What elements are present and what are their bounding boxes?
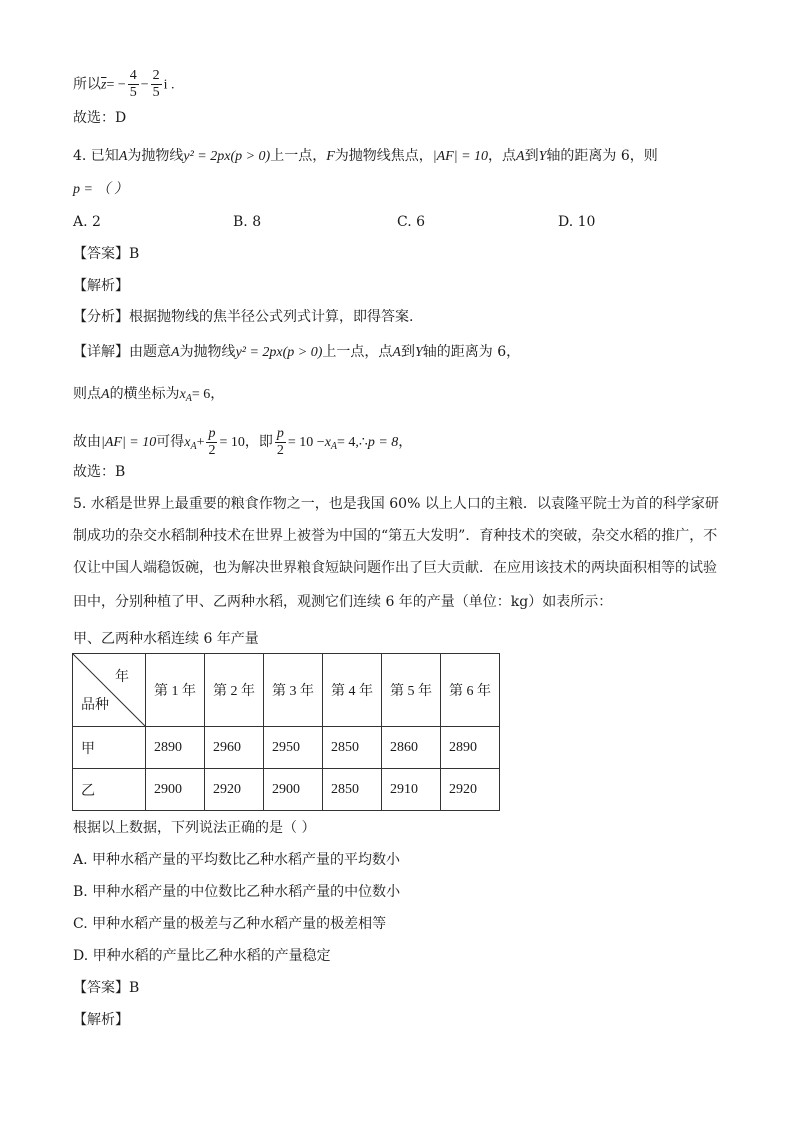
table-cell: 2850 bbox=[323, 727, 382, 769]
yield-table bbox=[72, 653, 500, 811]
var-x: x bbox=[324, 435, 331, 450]
table-cell: 2920 bbox=[205, 769, 264, 811]
table-cell: 2890 bbox=[146, 727, 205, 769]
parabola-equation: y² = 2px(p > 0) bbox=[235, 345, 323, 360]
text: 为抛物线焦点， bbox=[334, 148, 433, 164]
column-header: 第 2 年 bbox=[205, 654, 264, 727]
table-header-row bbox=[73, 654, 500, 727]
denominator: 5 bbox=[152, 85, 160, 100]
text: 所以 bbox=[73, 76, 101, 93]
var-x: x bbox=[184, 435, 191, 450]
table-cell: 2950 bbox=[264, 727, 323, 769]
table-title: 甲、乙两种水稻连续 6 年产量 bbox=[73, 631, 259, 647]
fraction bbox=[128, 68, 139, 101]
var-Y: Y bbox=[414, 345, 423, 360]
subscript: A bbox=[185, 393, 192, 404]
table-corner-cell bbox=[73, 654, 146, 727]
table-row bbox=[73, 769, 500, 811]
text: 故由 bbox=[73, 434, 101, 450]
table-cell: 2960 bbox=[205, 727, 264, 769]
table-cell: 2920 bbox=[441, 769, 500, 811]
fraction bbox=[151, 68, 162, 101]
text: − bbox=[140, 77, 149, 93]
text: = 10 bbox=[219, 435, 245, 450]
text: 上一点， bbox=[270, 148, 327, 164]
option-b[interactable]: B. 8 bbox=[233, 214, 262, 230]
corner-label-variety: 品种 bbox=[81, 698, 109, 713]
text: p = 8 bbox=[367, 435, 399, 450]
diagonal-line bbox=[73, 654, 145, 726]
option-d[interactable]: D. 甲种水稻的产量比乙种水稻的产量稳定 bbox=[73, 948, 331, 964]
prev-conclusion bbox=[73, 68, 175, 101]
text: ， bbox=[398, 434, 413, 450]
option-d[interactable]: D. 10 bbox=[558, 214, 596, 230]
denominator: 5 bbox=[129, 85, 137, 100]
q4-stem bbox=[73, 146, 658, 167]
option-a[interactable]: A. 2 bbox=[73, 214, 101, 230]
q4-options bbox=[73, 212, 733, 232]
table-cell: 2900 bbox=[264, 769, 323, 811]
q4-fenxi: 【分析】根据抛物线的焦半径公式列式计算，即得答案. bbox=[73, 309, 414, 325]
q4-blank: p = （ ） bbox=[73, 182, 128, 197]
column-header: 第 5 年 bbox=[382, 654, 441, 727]
row-label: 甲 bbox=[73, 727, 146, 769]
table-cell: 2900 bbox=[146, 769, 205, 811]
column-header: 第 3 年 bbox=[264, 654, 323, 727]
text: 【详解】由题意 bbox=[73, 344, 171, 360]
text: = − bbox=[106, 77, 126, 93]
row-label: 乙 bbox=[73, 769, 146, 811]
text: 为抛物线 bbox=[179, 344, 236, 360]
q5-analysis-tag: 【解析】 bbox=[73, 1012, 129, 1028]
column-header: 第 6 年 bbox=[441, 654, 500, 727]
text: ， bbox=[210, 386, 225, 402]
text: 可得 bbox=[156, 434, 185, 450]
text: = 10 − bbox=[287, 435, 325, 450]
text: i . bbox=[163, 77, 175, 93]
parabola-equation: y² = 2px(p > 0) bbox=[183, 149, 271, 164]
text: ，即 bbox=[244, 434, 273, 450]
subscript: A bbox=[330, 441, 338, 452]
denominator: 2 bbox=[276, 442, 284, 458]
option-a[interactable]: A. 甲种水稻产量的平均数比乙种水稻产量的平均数小 bbox=[73, 852, 401, 868]
var-Y: Y bbox=[538, 149, 547, 164]
q4-choice: 故选：B bbox=[73, 464, 126, 480]
var-A: A bbox=[171, 345, 180, 360]
text: 4. 已知 bbox=[73, 148, 119, 164]
var-A: A bbox=[118, 149, 128, 164]
var-A: A bbox=[392, 345, 401, 360]
table-cell: 2850 bbox=[323, 769, 382, 811]
text: ，点 bbox=[488, 148, 517, 164]
z-bar: $\overline{z}$ bbox=[101, 77, 107, 93]
af-equation: |AF| = 10 bbox=[101, 435, 157, 450]
text: 轴的距离为 6， bbox=[422, 344, 521, 360]
numerator: p bbox=[208, 425, 216, 441]
option-b[interactable]: B. 甲种水稻产量的中位数比乙种水稻产量的中位数小 bbox=[73, 884, 401, 900]
table-cell: 2890 bbox=[441, 727, 500, 769]
q4-line3 bbox=[73, 384, 224, 409]
option-c[interactable]: C. 甲种水稻产量的极差与乙种水稻产量的极差相等 bbox=[73, 916, 387, 932]
corner-label-year: 年 bbox=[115, 670, 129, 685]
q5-answer: 【答案】B bbox=[73, 980, 140, 996]
numerator: 2 bbox=[152, 68, 160, 83]
text: 则点 bbox=[73, 386, 101, 402]
numerator: p bbox=[276, 425, 284, 441]
q5-stem-line4: 田中，分别种植了甲、乙两种水稻，观测它们连续 6 年的产量（单位：kg）如表所示： bbox=[73, 594, 613, 610]
text: + bbox=[196, 435, 205, 450]
option-c[interactable]: C. 6 bbox=[397, 214, 426, 230]
prev-choice: 故选：D bbox=[73, 110, 127, 126]
table-cell: 2860 bbox=[382, 727, 441, 769]
text: 轴的距离为 6，则 bbox=[546, 148, 658, 164]
table-row bbox=[73, 727, 500, 769]
q5-stem-line2: 制成功的杂交水稻制种技术在世界上被誉为中国的“第五大发明”．育种技术的突破，杂交水稻的推广，不 bbox=[73, 528, 718, 544]
fraction bbox=[206, 426, 217, 459]
column-header: 第 4 年 bbox=[323, 654, 382, 727]
q4-line4 bbox=[73, 424, 412, 465]
column-header: 第 1 年 bbox=[146, 654, 205, 727]
table-cell: 2910 bbox=[382, 769, 441, 811]
text: 到 bbox=[400, 344, 415, 360]
var-x: x bbox=[179, 387, 186, 402]
denominator: 2 bbox=[208, 442, 216, 458]
subscript: A bbox=[190, 441, 197, 452]
fraction bbox=[275, 426, 286, 459]
q5-stem-line3: 仅让中国人端稳饭碗，也为解决世界粮食短缺问题作出了巨大贡献．在应用该技术的两块面积相等的试验 bbox=[73, 560, 717, 576]
q4-analysis-tag: 【解析】 bbox=[73, 278, 129, 294]
var-A: A bbox=[101, 387, 110, 402]
q4-xiangjie bbox=[73, 342, 520, 363]
text: 的横坐标为 bbox=[109, 386, 180, 402]
af-equation: |AF| = 10 bbox=[432, 149, 489, 164]
text: = 4,∴ bbox=[337, 435, 368, 450]
text: 到 bbox=[524, 148, 539, 164]
numerator: 4 bbox=[129, 68, 137, 83]
var-A: A bbox=[516, 149, 525, 164]
text: 上一点，点 bbox=[322, 344, 393, 360]
q4-answer: 【答案】B bbox=[73, 246, 140, 262]
var-F: F bbox=[326, 149, 335, 164]
text: = 6 bbox=[191, 387, 211, 402]
q5-question: 根据以上数据，下列说法正确的是（ ） bbox=[73, 820, 316, 836]
text: 为抛物线 bbox=[127, 148, 184, 164]
q5-stem-line1: 5. 水稻是世界上最重要的粮食作物之一，也是我国 60% 以上人口的主粮．以袁隆平院士为首的科学家研 bbox=[73, 496, 719, 512]
